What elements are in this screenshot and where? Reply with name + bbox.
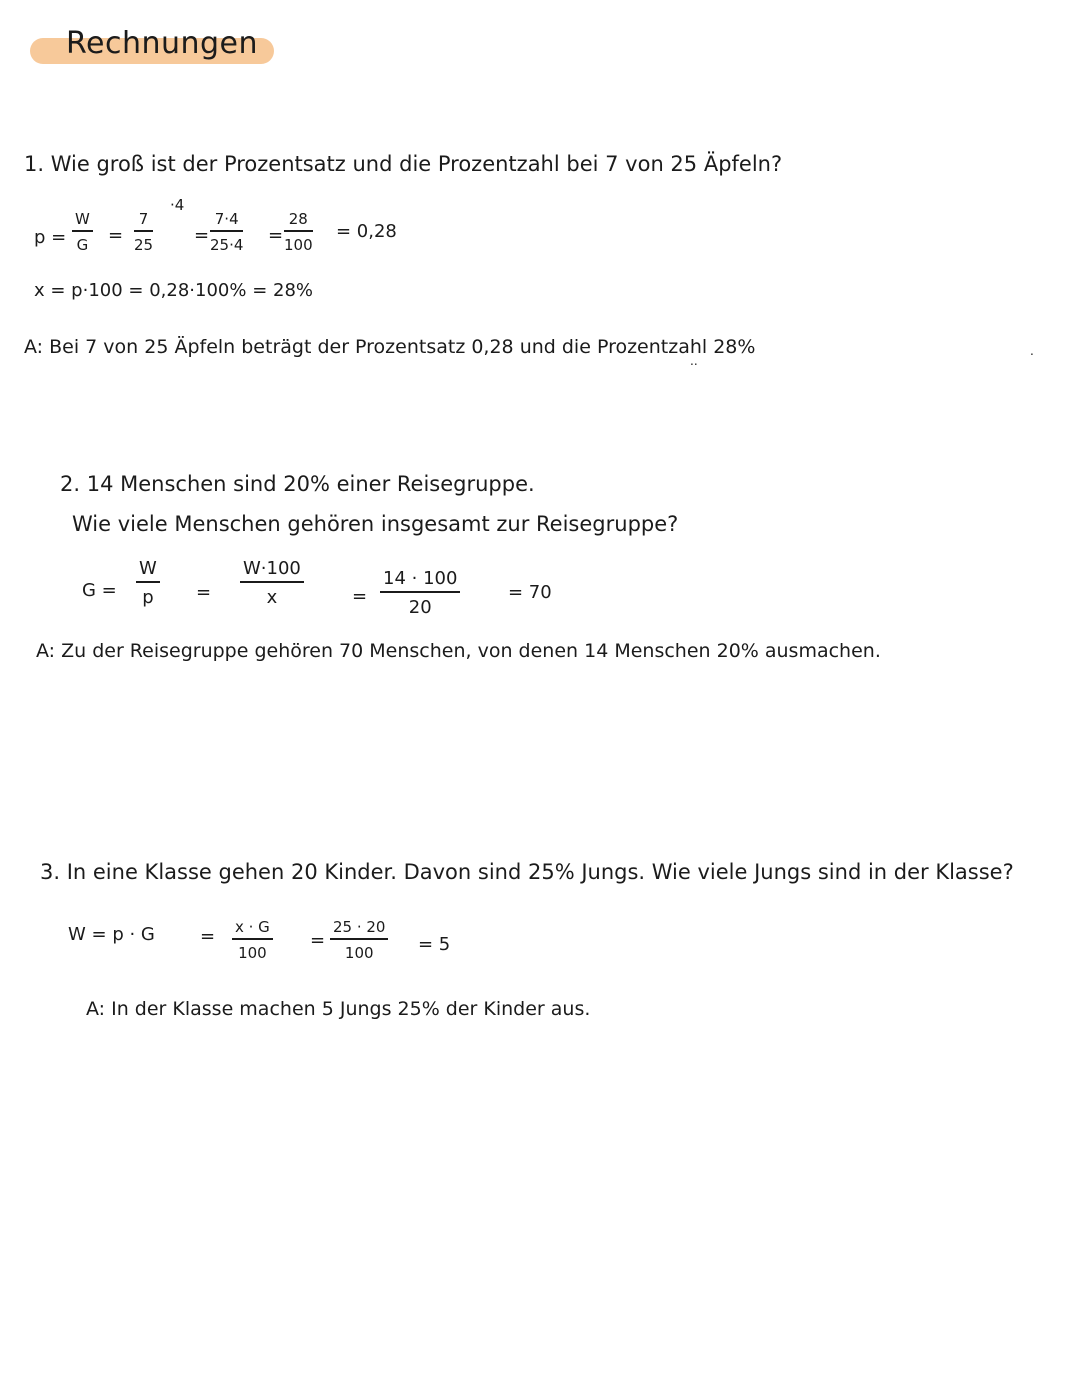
fraction-numerator: W·100 [243,558,301,579]
fraction-denominator: 25 [134,235,154,254]
task3-equals-2: = [310,930,326,951]
task3-result: = 5 [418,934,451,955]
task3-fraction-xg-100 [232,918,273,962]
task1-equals-2: = [194,225,210,246]
task1-p-label: p = [34,227,67,248]
task3-answer: A: In der Klasse machen 5 Jungs 25% der Kinder aus. [86,998,591,1020]
fraction-bar [380,591,460,593]
task1-equals-3: = [268,225,284,246]
task1-equals-1: = [108,225,124,246]
task3-question: 3. In eine Klasse gehen 20 Kinder. Davon sind 25% Jungs. Wie viele Jungs sind in der Klasse? [40,860,1014,884]
task1-fraction-w-g [72,210,93,254]
task2-question-line1: 2. 14 Menschen sind 20% einer Reisegruppe. [60,472,535,496]
fraction-denominator: 100 [344,943,374,962]
fraction-denominator: 100 [238,943,267,962]
task1-answer-mark: .. [690,354,698,368]
task1-question: 1. Wie groß ist der Prozentsatz und die Prozentzahl bei 7 von 25 Äpfeln? [24,152,783,176]
fraction-bar [72,230,93,232]
task3-fraction-25x20-100 [330,918,388,962]
task2-result: = 70 [508,582,552,603]
task2-equals-1: = [196,582,212,603]
fraction-denominator: x [266,586,278,608]
fraction-numerator: 28 [288,210,308,228]
task3-w-label: W = p · G [68,924,155,945]
page-title: Rechnungen [66,26,259,61]
task2-fraction-w-p [136,558,160,608]
task1-fraction-extended [210,210,243,254]
task3-equals-1: = [200,926,216,947]
task1-fraction-7-25 [134,210,153,254]
fraction-bar [136,581,160,583]
fraction-numerator: 7·4 [214,210,239,228]
fraction-bar [134,230,153,232]
task1-percent-line: x = p·100 = 0,28·100% = 28% [34,280,313,301]
fraction-bar [284,230,313,232]
fraction-numerator: W [75,210,90,228]
task2-equals-2: = [352,586,368,607]
fraction-denominator: 100 [284,235,313,254]
task2-g-label: G = [82,580,117,601]
fraction-numerator: 7 [138,210,149,228]
fraction-bar [240,581,304,583]
task1-result: = 0,28 [336,221,397,242]
task1-fraction-28-100 [284,210,313,254]
fraction-bar [210,230,243,232]
fraction-numerator: 14 · 100 [383,568,458,589]
fraction-bar [232,938,273,940]
task2-question-line2: Wie viele Menschen gehören insgesamt zur Reisegruppe? [72,512,679,536]
task2-answer: A: Zu der Reisegruppe gehören 70 Menschen, von denen 14 Menschen 20% ausmachen. [36,640,881,662]
task2-fraction-14x100-20 [380,568,460,618]
fraction-numerator: 25 · 20 [333,918,386,936]
task1-answer: A: Bei 7 von 25 Äpfeln beträgt der Prozentsatz 0,28 und die Prozentzahl 28% [24,336,756,358]
task2-fraction-w100-x [240,558,304,608]
fraction-numerator: W [139,558,157,579]
stray-dot: . [1030,344,1034,358]
fraction-denominator: p [142,586,154,608]
fraction-bar [330,938,388,940]
fraction-numerator: x · G [235,918,270,936]
fraction-denominator: G [76,235,89,254]
fraction-denominator: 20 [408,596,432,618]
task1-extension-mark: ·4 [170,196,185,214]
fraction-denominator: 25·4 [210,235,244,254]
